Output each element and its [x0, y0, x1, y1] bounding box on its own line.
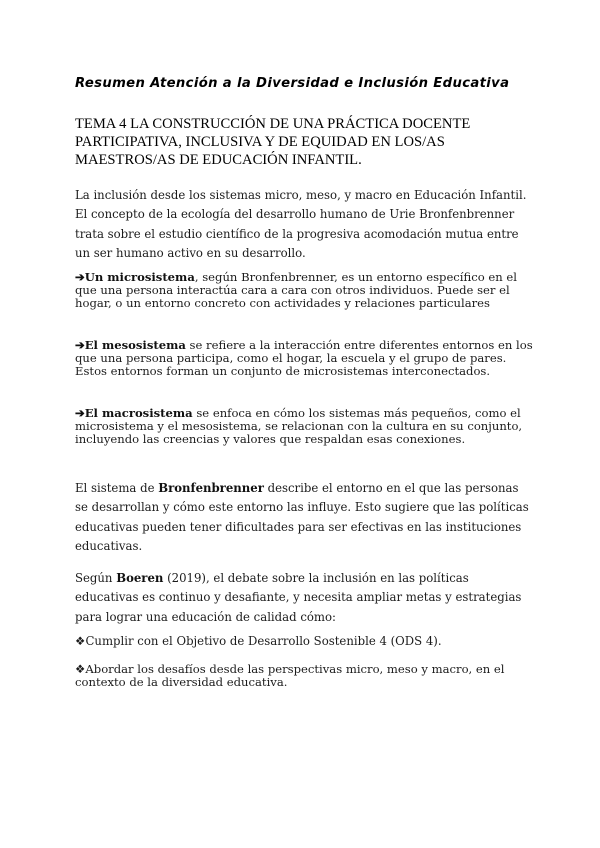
microsistema-term: Un microsistema [84, 270, 195, 284]
bronfenbrenner-text: describe el entorno en el que las personas se desarrollan y cómo este entorno las influye. Esto sugiere que las políticas educativas pueden tener dificultades para ser efectivas en las instituciones educativas. [75, 481, 529, 553]
diamond-bullet-icon: ❖ [75, 634, 86, 648]
boeren-pre: Según [75, 571, 117, 585]
list-item-text: Abordar los desafíos desde las perspectivas micro, meso y macro, en el contexto de la diversidad educativa. [75, 662, 505, 689]
intro-paragraph: La inclusión desde los sistemas micro, meso, y macro en Educación Infantil. El concepto de la ecología del desarrollo humano de Urie Bronfenbrenner trata sobre el estudio científico de la progresiva acomodación mutua entre un ser humano activo en su desarrollo. [75, 188, 527, 260]
bronfenbrenner-paragraph [75, 479, 535, 556]
mesosistema-paragraph [75, 339, 535, 378]
mesosistema-text: se refiere a la interacción entre diferentes entornos en los que una persona participa, como el hogar, la escuela y el grupo de pares. Estos entornos forman un conjunto de microsistemas interconectados. [75, 338, 533, 378]
macrosistema-paragraph [75, 407, 535, 446]
boeren-term: Boeren [116, 571, 164, 585]
arrow-icon: ➔ [75, 270, 85, 284]
mesosistema-term: El mesosistema [84, 338, 186, 352]
macrosistema-term: El macrosistema [84, 406, 193, 420]
boeren-paragraph [75, 569, 535, 627]
arrow-icon: ➔ [75, 406, 85, 420]
boeren-text: (2019), el debate sobre la inclusión en las políticas educativas es continuo y desafiante, y necesita ampliar metas y estrategias para lograr una educación de calidad cómo: [75, 571, 522, 624]
diamond-bullet-icon: ❖ [75, 662, 86, 676]
macrosistema-text: se enfoca en cómo los sistemas más pequeños, como el microsistema y el mesosistema, se relacionan con la cultura en su conjunto, incluyendo las creencias y valores que respaldan esas conexiones. [75, 406, 523, 446]
list-item [75, 663, 535, 689]
microsistema-paragraph [75, 271, 535, 310]
list-item [75, 632, 535, 651]
list-item-text: Cumplir con el Objetivo de Desarrollo Sostenible 4 (ODS 4). [85, 634, 442, 648]
document-title: Resumen Atención a la Diversidad e Inclusión Educativa [75, 76, 510, 91]
bronfenbrenner-term: Bronfenbrenner [158, 481, 264, 495]
section-heading: TEMA 4 LA CONSTRUCCIÓN DE UNA PRÁCTICA DOCENTE PARTICIPATIVA, INCLUSIVA Y DE EQUIDAD EN LOS/AS MAESTROS/AS DE EDUCACIÓN INFANTIL. [75, 116, 471, 168]
bronfenbrenner-pre: El sistema de [75, 481, 159, 495]
arrow-icon: ➔ [75, 338, 85, 352]
microsistema-text: , según Bronfenbrenner, es un entorno específico en el que una persona interactúa cara a cara con otros individuos. Puede ser el hogar, o un entorno concreto con actividades y relaciones particulares [75, 270, 517, 310]
